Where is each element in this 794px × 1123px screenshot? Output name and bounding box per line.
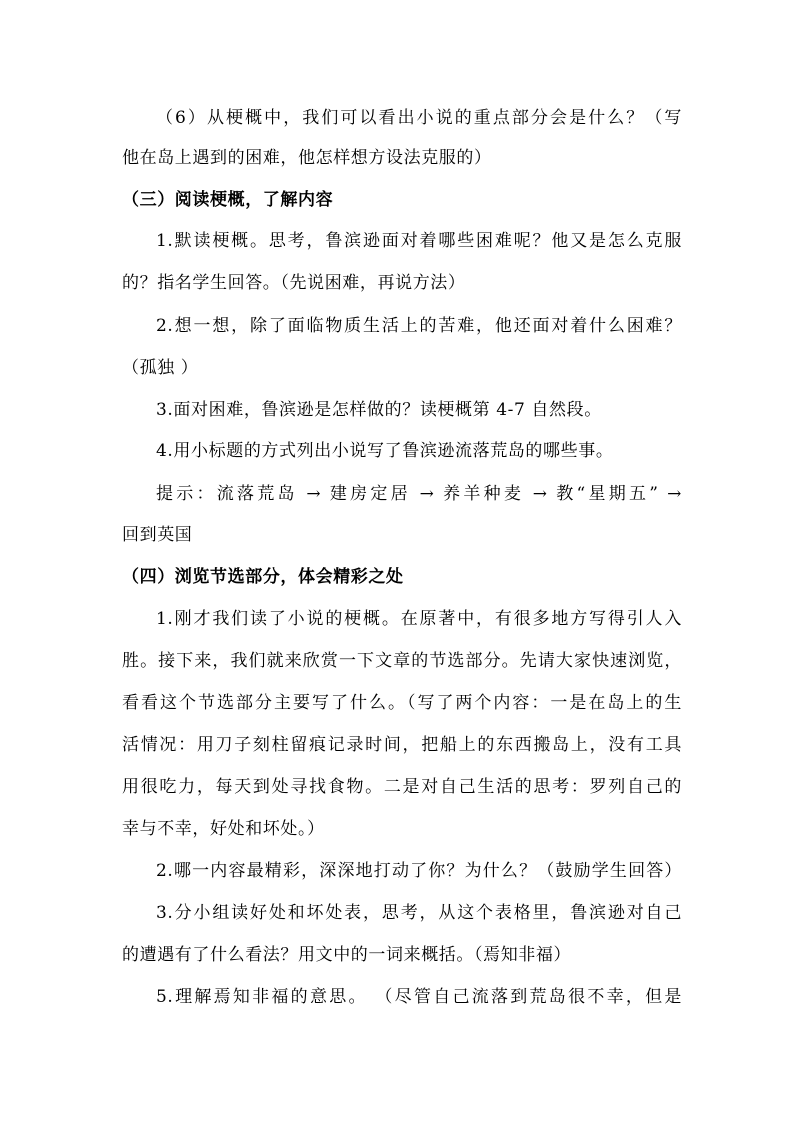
paragraph-line: 的？指名学生回答。（先说困难，再说方法）	[122, 273, 466, 293]
paragraph-line: 用很吃力，每天到处寻找食物。二是对自己生活的思考：罗列自己的	[122, 777, 682, 797]
paragraph-line: 2.想一想，除了面临物质生活上的苦难，他还面对着什么困难？	[156, 316, 682, 336]
paragraph-line: 4.用小标题的方式列出小说写了鲁滨逊流落荒岛的哪些事。	[156, 441, 614, 461]
paragraph-line: 1.默读梗概。思考，鲁滨逊面对着哪些困难呢？他又是怎么克服	[156, 231, 682, 251]
paragraph-line: 活情况：用刀子刻柱留痕记录时间，把船上的东西搬岛上，没有工具	[122, 735, 682, 755]
paragraph-line: 1.刚才我们读了小说的梗概。在原著中，有很多地方写得引人入	[156, 609, 682, 629]
paragraph-line: 5.理解焉知非福的意思。 （尽管自己流落到荒岛很不幸，但是	[156, 987, 682, 1007]
paragraph-line: 2.哪一内容最精彩，深深地打动了你？为什么？（鼓励学生回答）	[156, 861, 682, 881]
paragraph-line: 回到英国	[122, 525, 193, 545]
paragraph-line: 胜。接下来，我们就来欣赏一下文章的节选部分。先请大家快速浏览，	[122, 651, 682, 671]
paragraph-line: （6）从梗概中，我们可以看出小说的重点部分会是什么？（写	[156, 108, 682, 128]
paragraph-line: 看看这个节选部分主要写了什么。（写了两个内容：一是在岛上的生	[122, 693, 682, 713]
section-heading: （三）阅读梗概，了解内容	[122, 190, 334, 210]
paragraph-line: 幸与不幸，好处和坏处。）	[122, 819, 325, 839]
paragraph-line: 3.面对困难，鲁滨逊是怎样做的？读梗概第 4-7 自然段。	[156, 400, 602, 420]
paragraph-line: （孤独 ）	[122, 358, 199, 378]
paragraph-line: 他在岛上遇到的困难，他怎样想方设法克服的）	[122, 148, 492, 168]
paragraph-line: 提示：流落荒岛 → 建房定居 → 养羊种麦 → 教“星期五” →	[156, 484, 682, 504]
section-heading: （四）浏览节选部分，体会精彩之处	[122, 567, 404, 587]
paragraph-line: 3.分小组读好处和坏处表，思考，从这个表格里，鲁滨逊对自己	[156, 903, 682, 923]
paragraph-line: 的遭遇有了什么看法？用文中的一词来概括。（焉知非福）	[122, 945, 572, 965]
